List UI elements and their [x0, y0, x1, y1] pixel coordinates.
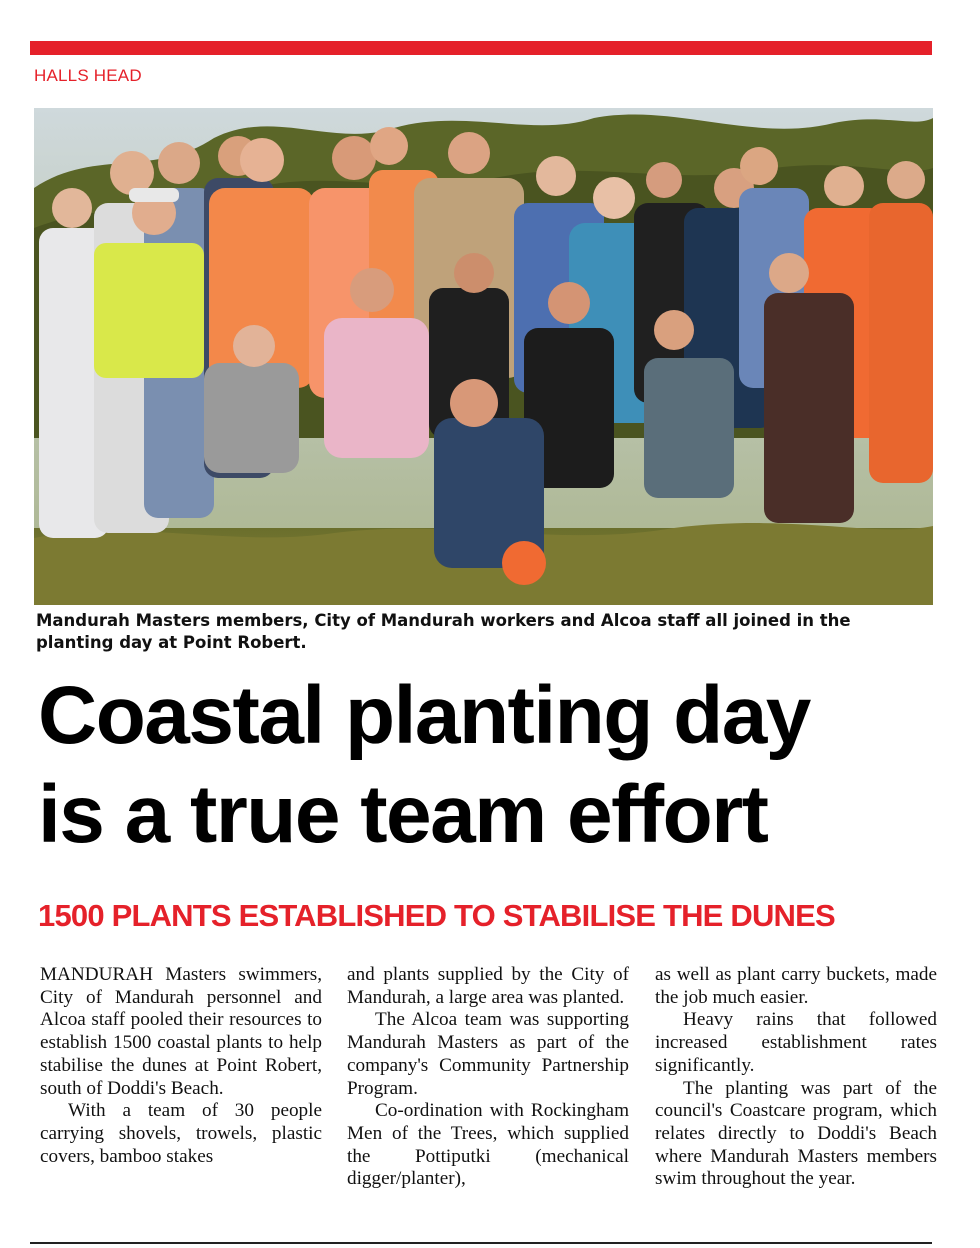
group-photo	[34, 108, 933, 605]
paragraph: With a team of 30 people carrying shovels, trowels, plastic covers, bamboo stakes	[40, 1100, 322, 1167]
headline	[38, 666, 948, 864]
paragraph: Heavy rains that followed increased establishment rates significantly.	[655, 1009, 937, 1076]
paragraph: as well as plant carry buckets, made the job much easier.	[655, 964, 937, 1008]
headline-line-2: is a true team effort	[38, 769, 768, 860]
paragraph: Co-ordination with Rockingham Men of the Trees, which supplied the Pottiputki (mechanical digger/planter),	[347, 1100, 629, 1190]
photo-caption: Mandurah Masters members, City of Mandurah workers and Alcoa staff all joined in the planting day at Point Robert.	[36, 611, 851, 652]
article-column-1	[40, 964, 322, 1168]
article-column-2	[347, 964, 629, 1191]
subheadline: 1500 PLANTS ESTABLISHED TO STABILISE THE DUNES	[38, 898, 835, 933]
top-red-rule	[30, 41, 932, 55]
headline-line-1: Coastal planting day	[38, 670, 810, 761]
bottom-rule	[30, 1242, 932, 1244]
paragraph: The Alcoa team was supporting Mandurah Masters as part of the company's Community Partnership Program.	[347, 1009, 629, 1099]
paragraph: and plants supplied by the City of Mandurah, a large area was planted.	[347, 964, 629, 1008]
article-column-3	[655, 964, 937, 1191]
paragraph: MANDURAH Masters swimmers, City of Mandurah personnel and Alcoa staff pooled their resources to establish 1500 coastal plants to help stabilise the dunes at Point Robert, south of Doddi's Beach.	[40, 964, 322, 1099]
paragraph: The planting was part of the council's Coastcare program, which relates directly to Doddi's Beach where Mandurah Masters members swim throughout the year.	[655, 1077, 937, 1190]
section-label: HALLS HEAD	[34, 66, 142, 85]
